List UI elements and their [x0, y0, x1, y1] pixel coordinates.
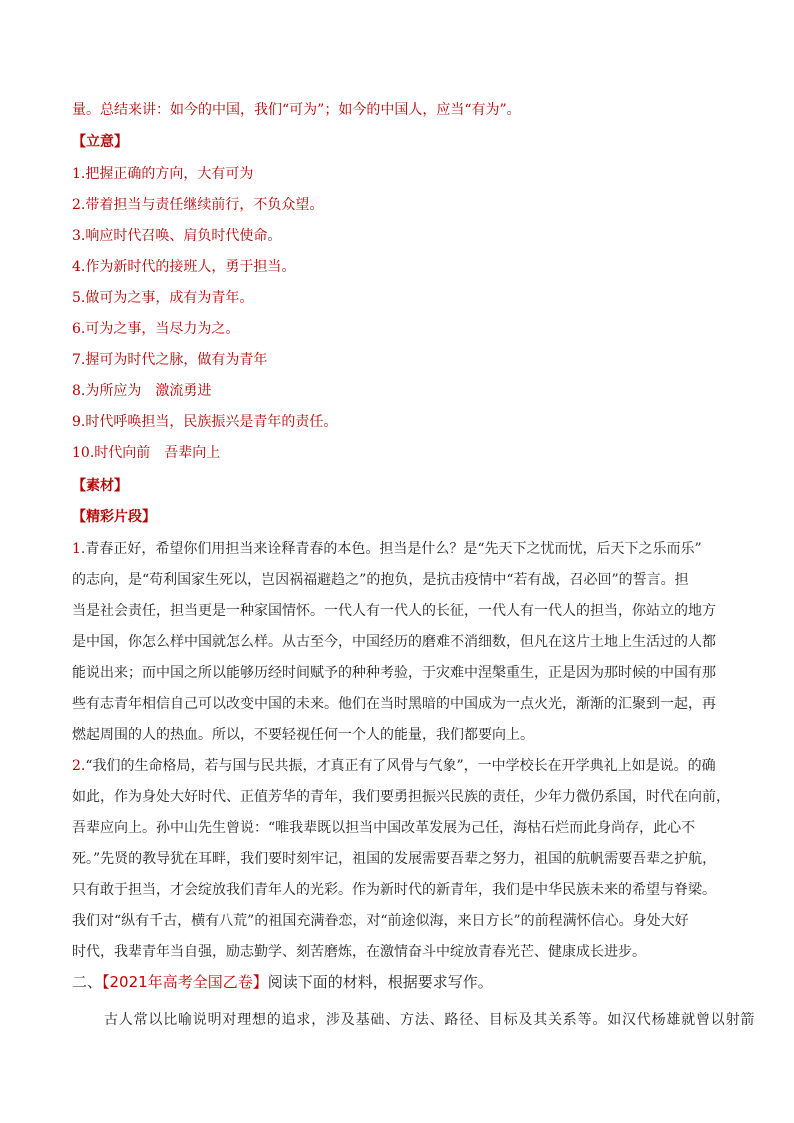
passage-line: 能说出来；而中国之所以能够历经时间赋予的种种考验，于灾难中涅槃重生，正是因为那时候的中国有那 — [72, 665, 716, 681]
passage-line: 2.“我们的生命格局，若与国与民共振，才真正有了风骨与气象”，一中学校长在开学典礼上如是说。的确 — [72, 758, 716, 774]
list-item: 7.握可为时代之脉，做有为青年 — [72, 352, 268, 368]
passage-line: 当是社会责任，担当更是一种家国情怀。一代人有一代人的长征，一代人有一代人的担当，你站立的地方 — [72, 603, 716, 619]
passage-line: 吾辈应向上。孙中山先生曾说：“唯我辈既以担当中国改革发展为己任，海枯石烂而此身尚存，此心不 — [72, 820, 696, 836]
list-item: 4.作为新时代的接班人，勇于担当。 — [72, 259, 296, 275]
passage-line: 只有敢于担当，才会绽放我们青年人的光彩。作为新时代的新青年，我们是中华民族未来的希望与脊梁。 — [72, 882, 716, 898]
passage-line: 1.青春正好，希望你们用担当来诠释青春的本色。担当是什么？是“先天下之忧而忧，后天下之乐而乐” — [72, 541, 702, 557]
heading-jingcai: 【精彩片段】 — [72, 509, 156, 525]
list-item: 10.时代向前 吾辈向上 — [72, 445, 221, 461]
heading-sucai: 【素材】 — [72, 478, 128, 494]
passage-line: 时代，我辈青年当自强，励志勤学、刻苦磨炼，在激情奋斗中绽放青春光芒、健康成长进步。 — [72, 944, 646, 960]
passage-line: 如此，作为身处大好时代、正值芳华的青年，我们要勇担振兴民族的责任，少年力微仍系国，时代在向前， — [72, 789, 730, 805]
list-item: 2.带着担当与责任继续前行，不负众望。 — [72, 197, 324, 213]
passage-line: 是中国，你怎么样中国就怎么样。从古至今，中国经历的磨难不消细数，但凡在这片土地上生活过的人都 — [72, 634, 716, 650]
passage-line: 死。”先贤的教导犹在耳畔，我们要时刻牢记，祖国的发展需要吾辈之努力，祖国的航帆需要吾辈之护航， — [72, 851, 717, 867]
section-2-tag: 【2021年高考全国乙卷】 — [102, 973, 268, 991]
section-2-prefix: 二、 — [72, 973, 103, 991]
section-2-heading — [72, 972, 493, 992]
list-item: 8.为所应为 激流勇进 — [72, 383, 212, 399]
list-item: 1.把握正确的方向，大有可为 — [72, 166, 254, 182]
list-item: 5.做可为之事，成有为青年。 — [72, 290, 254, 306]
list-item: 6.可为之事，当尽力为之。 — [72, 321, 240, 337]
last-line: 古人常以比喻说明对理想的追求，涉及基础、方法、路径、目标及其关系等。如汉代杨雄就曾以射箭 — [104, 1012, 756, 1028]
heading-liyi: 【立意】 — [72, 134, 128, 150]
list-item: 9.时代呼唤担当，民族振兴是青年的责任。 — [72, 414, 338, 430]
top-line: 量。总结来讲：如今的中国，我们“可为”；如今的中国人，应当“有为”。 — [72, 102, 521, 118]
passage-line: 的志向，是“苟利国家生死以，岂因祸福避趋之”的抱负，是抗击疫情中“若有战，召必回”的誓言。担 — [72, 572, 689, 588]
passage-line: 我们对“纵有千古，横有八荒”的祖国充满眷恋，对“前途似海，来日方长”的前程满怀信心。身处大好 — [72, 913, 689, 929]
passage-line: 燃起周围的人的热血。所以，不要轻视任何一个人的能量，我们都要向上。 — [72, 727, 534, 743]
list-item: 3.响应时代召唤、肩负时代使命。 — [72, 228, 282, 244]
passage-line: 些有志青年相信自己可以改变中国的未来。他们在当时黑暗的中国成为一点火光，渐渐的汇聚到一起，再 — [72, 696, 716, 712]
section-2-text: 阅读下面的材料，根据要求写作。 — [267, 973, 493, 991]
